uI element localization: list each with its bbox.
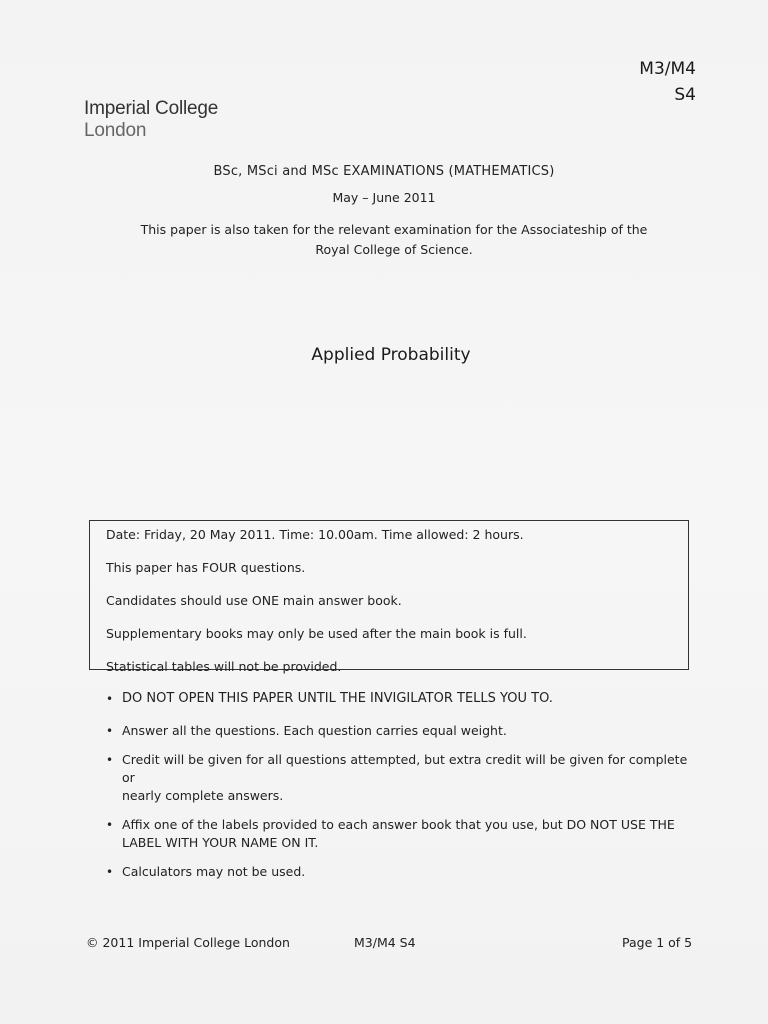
college-logo bbox=[84, 98, 218, 142]
instruction-text: Calculators may not be used. bbox=[122, 864, 306, 879]
instruction-text: nearly complete answers. bbox=[122, 788, 284, 803]
info-row-supplementary: Supplementary books may only be used after the main book is full. bbox=[106, 626, 527, 641]
exam-dates: May – June 2011 bbox=[332, 190, 436, 205]
paper-code bbox=[639, 56, 696, 108]
bullet-icon: • bbox=[106, 818, 114, 832]
instruction-item bbox=[104, 863, 700, 881]
bullet-icon: • bbox=[106, 724, 114, 738]
instruction-item bbox=[104, 751, 700, 805]
exam-note-line2: Royal College of Science. bbox=[315, 242, 473, 257]
info-row-date: Date: Friday, 20 May 2011. Time: 10.00am. Time allowed: 2 hours. bbox=[106, 527, 524, 542]
footer-page-number: Page 1 of 5 bbox=[622, 935, 693, 950]
instruction-text: LABEL WITH YOUR NAME ON IT. bbox=[122, 835, 319, 850]
exam-note-line1: This paper is also taken for the relevant examination for the Associateship of the bbox=[140, 222, 648, 237]
logo-line2: London bbox=[84, 120, 147, 141]
instruction-text: Credit will be given for all questions attempted, but extra credit will be given for complete or bbox=[122, 752, 688, 785]
paper-code-line2: S4 bbox=[674, 85, 696, 105]
instruction-item bbox=[104, 690, 700, 708]
bullet-icon: • bbox=[106, 865, 114, 879]
instruction-text: Affix one of the labels provided to each answer book that you use, but DO NOT USE THE bbox=[122, 817, 675, 832]
paper-title: Applied Probability bbox=[311, 345, 471, 365]
info-row-questions: This paper has FOUR questions. bbox=[106, 560, 306, 575]
instruction-item bbox=[104, 816, 700, 852]
logo-line1: Imperial College bbox=[84, 98, 219, 119]
instruction-item bbox=[104, 722, 700, 740]
instructions-list bbox=[104, 690, 700, 881]
info-box bbox=[89, 520, 689, 674]
bullet-icon: • bbox=[106, 692, 114, 706]
footer-copyright: © 2011 Imperial College London bbox=[86, 935, 290, 950]
instruction-text: Answer all the questions. Each question carries equal weight. bbox=[122, 723, 507, 738]
info-row-answer-book: Candidates should use ONE main answer book. bbox=[106, 593, 402, 608]
bullet-icon: • bbox=[106, 753, 114, 767]
instruction-text: DO NOT OPEN THIS PAPER UNTIL THE INVIGILATOR TELLS YOU TO. bbox=[122, 691, 553, 706]
footer-code: M3/M4 S4 bbox=[354, 935, 416, 950]
info-row-tables: Statistical tables will not be provided. bbox=[106, 659, 342, 674]
paper-code-line1: M3/M4 bbox=[639, 59, 696, 79]
exam-title: BSc, MSci and MSc EXAMINATIONS (MATHEMATICS) bbox=[213, 164, 555, 179]
